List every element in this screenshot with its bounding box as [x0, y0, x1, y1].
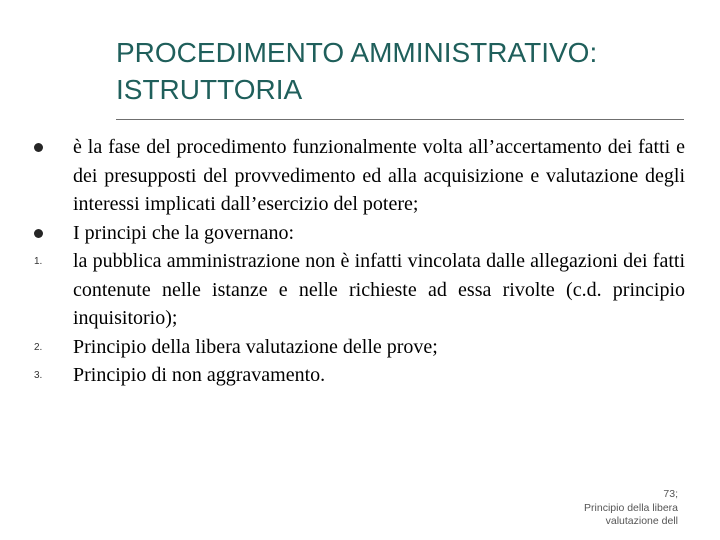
list-item-5	[30, 361, 685, 390]
list-number-marker: 3.	[34, 370, 43, 381]
list-item-text: la pubblica amministrazione non è infatti vincolata dalle allegazioni dei fatti contenute nelle istanze e nelle richieste ad essa rivolte (c.d. principio inquisitorio);	[73, 250, 685, 329]
list-item-text: è la fase del procedimento funzionalmente volta all’accertamento dei fatti e dei presupposti del provvedimento ed alla acquisizione e valutazione degli interessi implicati dall’esercizio del potere;	[73, 136, 685, 215]
title-divider	[116, 119, 684, 120]
footer-line-1: 73;	[663, 488, 678, 500]
slide-title	[116, 34, 686, 108]
list-number-marker: 2.	[34, 341, 43, 353]
slide-footer	[518, 488, 678, 529]
slide-title-line-2: ISTRUTTORIA	[116, 74, 303, 105]
footer-line-2: Principio della libera	[584, 501, 678, 514]
list-item-1	[30, 133, 685, 219]
footer-line-3: valutazione dell	[605, 515, 678, 527]
list-item-4	[30, 333, 685, 362]
list-item-2	[30, 219, 685, 248]
content-list	[30, 133, 685, 390]
bullet-icon	[30, 133, 60, 162]
list-item-3	[30, 247, 685, 333]
bullet-icon	[30, 219, 60, 248]
list-item-text: Principio di non aggravamento.	[73, 364, 326, 386]
list-item-text: Principio della libera valutazione delle prove;	[73, 335, 438, 358]
slide-title-line-1: PROCEDIMENTO AMMINISTRATIVO:	[116, 37, 598, 68]
list-number-marker: 1.	[34, 256, 43, 267]
list-item-text: I principi che la governano:	[73, 221, 295, 244]
